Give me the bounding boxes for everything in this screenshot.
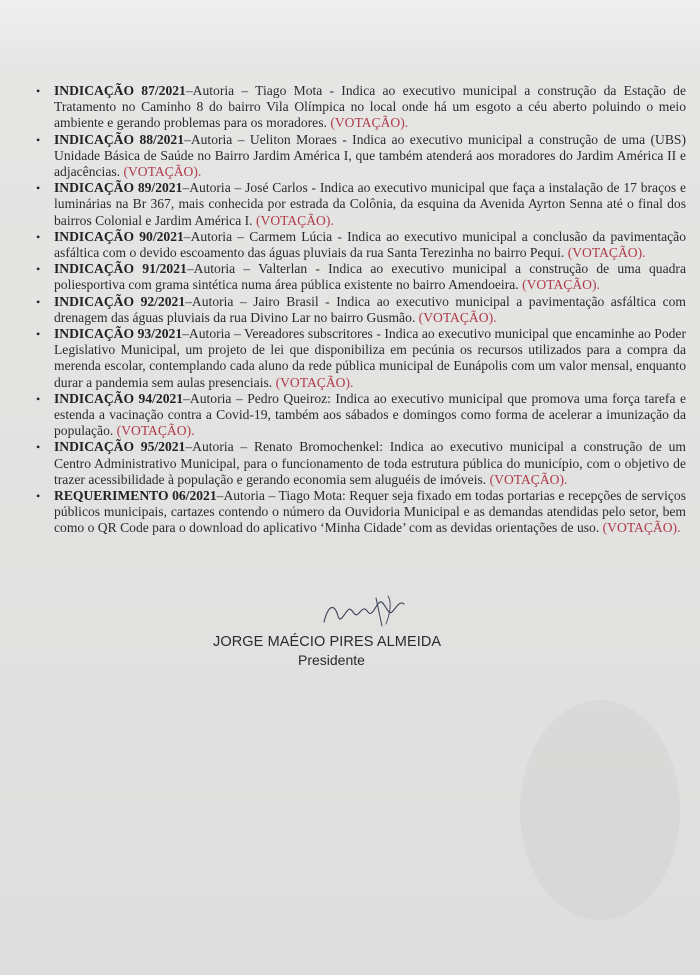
bullet-icon: • xyxy=(36,489,41,504)
item-body: –Autoria – Valterlan - Indica ao executivo municipal a construção de uma quadra poliesportiva com grama sintética numa área pública existente no bairro Amendoeira. xyxy=(54,261,686,293)
agenda-item xyxy=(36,439,686,488)
vote-label: (VOTAÇÃO). xyxy=(602,520,681,536)
item-body: –Autoria – Renato Bromochenkel: Indica ao executivo municipal a construção de um Centro Administrativo Municipal, para o funcionamento de toda estrutura pública do município, com o objetivo de trazer acessibilidade à população e gerando economia sem aluguéis de imóveis. xyxy=(54,439,686,487)
bullet-icon: • xyxy=(36,132,41,147)
agenda-item xyxy=(36,326,686,391)
item-body: –Autoria – Vereadores subscritores - Indica ao executivo municipal que encaminhe ao Poder Legislativo Municipal, um projeto de lei que disponibiliza em pecúnia os recursos utilizados para a compra da merenda escolar, contemplando cada aluno da rede pública municipal de Eunápolis com um valor mensal, enquanto durar a pandemia sem aulas presenciais. xyxy=(54,326,686,390)
signatory-name: JORGE MAÉCIO PIRES ALMEIDA xyxy=(213,634,442,650)
vote-label: (VOTAÇÃO). xyxy=(489,471,568,487)
bullet-icon: • xyxy=(36,262,41,277)
bullet-icon: • xyxy=(36,229,41,244)
bullet-icon: • xyxy=(36,294,41,309)
item-heading: INDICAÇÃO 88/2021 xyxy=(54,131,185,147)
vote-label: (VOTAÇÃO). xyxy=(567,245,646,261)
vote-label: (VOTAÇÃO). xyxy=(255,212,334,228)
bullet-icon: • xyxy=(36,84,41,98)
item-body: –Autoria – Tiago Mota: Requer seja fixado em todas portarias e recepções de serviços públicos municipais, cartazes contendo o número da Ouvidoria Municipal e as demandas atendidas pelo setor, bem como o QR Code para o download do aplicativo ‘Minha Cidade’ com as devidas orientações de uso. xyxy=(54,488,686,536)
item-heading: REQUERIMENTO 06/2021 xyxy=(54,488,217,504)
bullet-icon: • xyxy=(36,440,41,455)
agenda-item xyxy=(36,294,686,326)
item-body: –Autoria – José Carlos - Indica ao executivo municipal que faça a instalação de 17 braços e luminárias na Br 367, mais conhecida por estrada da Colônia, da esquina da Avenida Ayrton Senna até o final dos bairros Colonial e Jardim América I. xyxy=(54,180,687,228)
agenda-item xyxy=(36,261,686,293)
agenda-item xyxy=(36,391,686,440)
item-body: –Autoria – Tiago Mota - Indica ao executivo municipal a construção da Estação de Tratamento no Caminho 8 do bairro Vila Olímpica no local onde há um esgoto a céu aberto poluindo o meio ambiente e gerando problemas para os moradores. xyxy=(54,83,686,131)
item-body: –Autoria – Jairo Brasil - Indica ao executivo municipal a pavimentação asfáltica com drenagem das águas pluviais da rua Divino Lar no bairro Gusmão. xyxy=(54,293,686,325)
item-heading: INDICAÇÃO 93/2021 xyxy=(54,326,183,342)
bullet-icon: • xyxy=(36,181,41,196)
item-heading: INDICAÇÃO 92/2021 xyxy=(54,293,186,309)
item-heading: INDICAÇÃO 95/2021 xyxy=(54,439,186,455)
item-heading: INDICAÇÃO 90/2021 xyxy=(54,228,184,244)
vote-label: (VOTAÇÃO). xyxy=(275,374,354,390)
vote-label: (VOTAÇÃO). xyxy=(330,115,409,131)
item-heading: INDICAÇÃO 94/2021 xyxy=(54,390,184,406)
agenda-item xyxy=(36,83,686,132)
signature-block xyxy=(200,590,480,680)
item-heading: INDICAÇÃO 91/2021 xyxy=(54,261,187,277)
vote-label: (VOTAÇÃO). xyxy=(522,277,600,293)
vote-label: (VOTAÇÃO). xyxy=(418,309,497,325)
handwritten-signature xyxy=(318,592,413,632)
agenda-item xyxy=(36,488,686,537)
item-body: –Autoria – Carmem Lúcia - Indica ao executivo municipal a conclusão da pavimentação asfáltica com o devido escoamento das águas pluviais da rua Santa Terezinha no bairro Pequi. xyxy=(54,228,686,261)
vote-label: (VOTAÇÃO). xyxy=(123,164,202,180)
bullet-icon: • xyxy=(36,391,41,406)
item-heading: INDICAÇÃO 87/2021 xyxy=(54,83,186,98)
item-body: –Autoria – Ueliton Moraes - Indica ao executivo municipal a construção de uma (UBS) Unidade Básica de Saúde no Bairro Jardim América I, que também atenderá aos moradores do Jardim América II e adjacências. xyxy=(54,131,687,180)
agenda-list xyxy=(36,83,686,537)
paper-smudge xyxy=(520,700,680,920)
agenda-item xyxy=(36,229,686,261)
signatory-role: Presidente xyxy=(298,652,365,668)
agenda-item xyxy=(36,132,686,181)
agenda-item xyxy=(36,180,686,229)
vote-label: (VOTAÇÃO). xyxy=(116,423,195,439)
item-heading: INDICAÇÃO 89/2021 xyxy=(54,180,183,196)
item-body: –Autoria – Pedro Queiroz: Indica ao executivo municipal que promova uma força tarefa e estenda a vacinação contra a Covid-19, também aos sábados e domingos como forma de acelerar a imunização da população. xyxy=(54,390,687,439)
bullet-icon: • xyxy=(36,327,41,342)
